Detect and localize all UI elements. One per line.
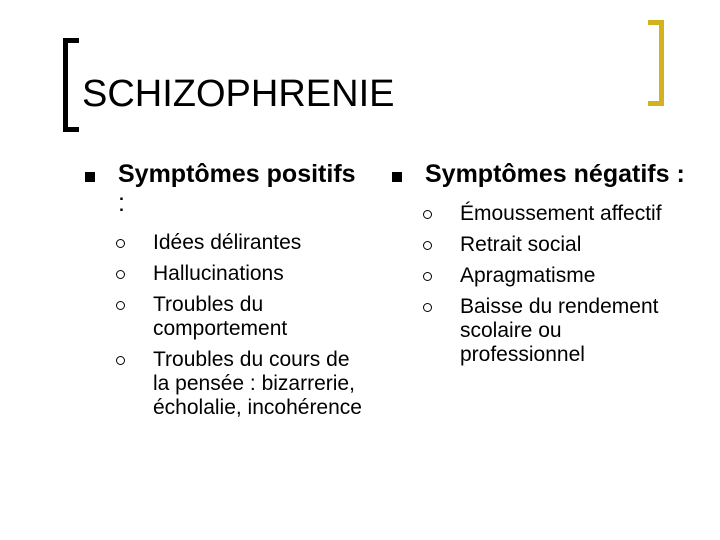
circle-bullet-icon	[423, 241, 432, 250]
list-item	[392, 202, 692, 226]
list-item	[392, 295, 692, 367]
circle-bullet-icon	[116, 239, 125, 248]
circle-bullet-icon	[423, 210, 432, 219]
title-bracket-right	[648, 20, 664, 106]
circle-bullet-icon	[423, 272, 432, 281]
slide-title: SCHIZOPHRENIE	[82, 73, 395, 115]
negative-symptoms-heading-row	[392, 160, 692, 189]
list-item-text: Baisse du rendement scolaire ou professionnel	[460, 295, 659, 366]
heading-suffix: :	[118, 189, 125, 217]
positive-symptoms-heading-row	[85, 160, 365, 218]
list-item-text: Troubles du cours de la pensée : bizarrerie, écholalie, incohérence	[153, 348, 362, 419]
list-item-text: Idées délirantes	[153, 231, 302, 254]
positive-symptoms-column	[85, 160, 365, 427]
list-item	[85, 262, 365, 286]
square-bullet-icon	[85, 172, 95, 182]
circle-bullet-icon	[116, 270, 125, 279]
heading-text: Symptômes négatifs :	[425, 160, 685, 188]
list-item	[392, 233, 692, 257]
circle-bullet-icon	[423, 303, 432, 312]
square-bullet-icon	[392, 172, 402, 182]
list-item	[392, 264, 692, 288]
title-bracket-left	[63, 38, 79, 132]
negative-symptoms-heading	[425, 160, 692, 189]
positive-symptoms-list	[85, 231, 365, 420]
list-item	[85, 293, 365, 341]
list-item-text: Troubles du comportement	[153, 293, 288, 340]
positive-symptoms-heading	[118, 160, 365, 218]
heading-text: Symptômes positifs	[118, 160, 356, 188]
list-item-text: Hallucinations	[153, 262, 284, 285]
list-item-text: Émoussement affectif	[460, 202, 662, 225]
list-item-text: Apragmatisme	[460, 264, 596, 287]
list-item-text: Retrait social	[460, 233, 582, 256]
circle-bullet-icon	[116, 301, 125, 310]
negative-symptoms-column	[392, 160, 692, 374]
list-item	[85, 231, 365, 255]
negative-symptoms-list	[392, 202, 692, 367]
circle-bullet-icon	[116, 356, 125, 365]
list-item	[85, 348, 365, 420]
